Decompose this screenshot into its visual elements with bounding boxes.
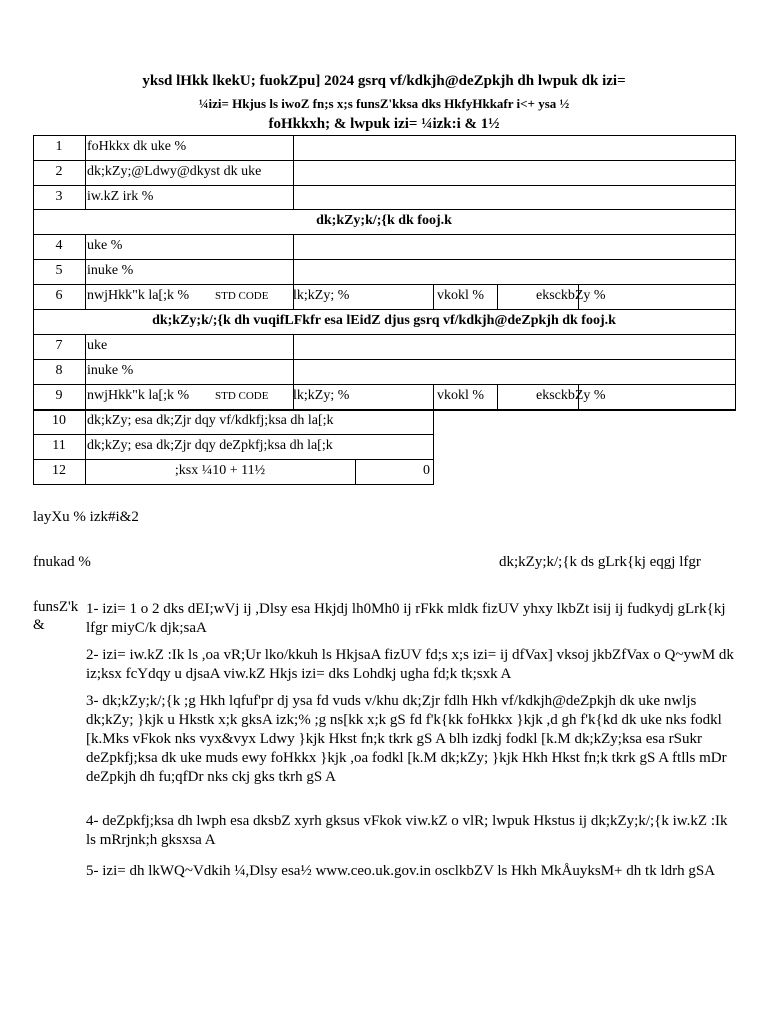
row-label: foHkkx dk uke % [87,139,187,154]
instruction-item-4: 4- deZpkfj;ksa dh lwph esa dksbZ xyrh gksus vFkok viw.kZ o vlR; lwpuk Hkstus ij dk;kZy;k/;{k iw.kZ :Ik ls mRrjnk;h gksxsa A [86,813,728,848]
table-rule [497,284,498,309]
instruction-item-3: 3- dk;kZy;k/;{k ;g Hkh lqfuf'pr dj ysa fd vuds v/khu dk;Zjr fdlh Hkh vf/kdkjh@deZpkjh dk uke nwljs dk;kZy; }kjk u Hkstk x;k gksA izk;% ;g ns[kk x;k gS fd f'k{kk foHkkx }kjk ,d gh f'k{kd dk uke nks fodkl [k.Mks vFkok nks vyx&vyx Ldwy }kjk Hkst fn;k tkrk gS A blh izdkj fodkl [k.M dk;kZy;ksa esa rSukr deZpkfj;ksa dk uke muds ewy foHkkx }kjk ,oa fodkl [k.M dk;kZy; }kjk Hkh Hkst fn;k tkrk gS A ftlls mDr deZpkjh dh fu;qfDr nks ckj gks tkrh gS A [86,693,727,785]
instruction-item-2: 2- izi= iw.kZ :Ik ls ,oa vR;Ur lko/kkuh ls HkjsaA fizUV fd;s x;s izi= ij dfVax] vksoj jkbZfVax o Q~ywM dk iz;ksx fcYdqy u djsaA viw.kZ Hkjs izi= dks Lohdkj ugha fd;k tk;sxk A [86,647,734,682]
row-number: 11 [52,438,66,453]
row-label: dk;kZy;@Ldwy@dkyst dk uke [87,164,262,179]
office-phone-label: lk;kZy; % [293,388,350,403]
row-number: 7 [55,338,63,353]
row-label: uke [87,338,108,353]
table-rule [85,259,86,284]
mobile-label: eksckbZy % [536,388,606,403]
section-heading: dk;kZy;k/;{k dk fooj.k [316,213,452,228]
table-rule [85,334,86,359]
mobile-label: eksckbZy % [536,288,606,303]
table-rule [293,359,294,384]
table-rule [293,160,294,185]
table-rule [433,284,434,309]
table-rule [433,384,434,409]
signature-label: dk;kZy;k/;{k ds gLrk{kj eqgj lfgr [499,554,701,570]
table-rule [85,359,86,384]
row-label: dk;kZy; esa dk;Zjr dqy vf/kdkfj;ksa dh la[;k [87,413,334,428]
row-label: inuke % [87,263,134,278]
row-label: inuke % [87,363,134,378]
row-label: uke % [87,238,123,253]
row-number: 5 [55,263,63,278]
row-number: 6 [55,288,63,303]
table-rule [85,160,86,185]
residence-phone-label: vkokl % [437,288,485,303]
total-value: 0 [423,463,430,478]
table-rule [293,334,294,359]
table-rule [293,135,294,160]
date-label: fnukad % [33,554,91,570]
table-rule [293,234,294,259]
instructions-title: funsZ'k & [33,599,79,633]
form-format-title: foHkkxh; & lwpuk izi= ¼izk:i & 1½ [268,116,500,132]
phone-label: nwjHkk"k la[;k % [87,388,190,403]
row-label: dk;kZy; esa dk;Zjr dqy deZpkfj;ksa dh la[;k [87,438,333,453]
table-rule [293,259,294,284]
table-rule [85,234,86,259]
table-rule [85,185,86,210]
row-number: 9 [55,388,63,403]
table-rule [735,135,736,409]
row-number: 12 [52,463,66,478]
table-rule [33,484,434,485]
row-number: 3 [55,189,63,204]
std-code-label: STD CODE [215,390,269,402]
attachment-label: layXu % izk#i&2 [33,509,139,525]
row-label: iw.kZ irk % [87,189,154,204]
form-subtitle: ¼izi= Hkjus ls iwoZ fn;s x;s funsZ'kksa dks HkfyHkkafr i<+ ysa ½ [198,96,570,111]
table-rule [85,284,86,309]
instruction-item-1: 1- izi= 1 o 2 dks dEI;wVj ij ,Dlsy esa Hkjdj lh0Mh0 ij rFkk mldk fizUV yhxy lkbZt isij ij fudkydj gLrk{kj lfgr miyC/k djk;saA [86,601,726,636]
instruction-item-5: 5- izi= dh lkWQ~Vdkih ¼,Dlsy esa½ www.ceo.uk.gov.in osclkbZV ls Hkh MkÅuyksM+ dh tk ldrh gSA [86,863,716,879]
row-number: 2 [55,164,63,179]
form-title: yksd lHkk lkekU; fuokZpu] 2024 gsrq vf/kdkjh@deZpkjh dh lwpuk dk izi= [142,73,626,89]
row-number: 4 [55,238,63,253]
table-rule [497,384,498,409]
table-rule [293,185,294,210]
total-label: ;ksx ¼10 + 11½ [174,463,266,478]
row-number: 8 [55,363,63,378]
office-phone-label: lk;kZy; % [293,288,350,303]
table-rule [85,135,86,160]
residence-phone-label: vkokl % [437,388,485,403]
std-code-label: STD CODE [215,290,269,302]
phone-label: nwjHkk"k la[;k % [87,288,190,303]
table-rule [85,384,86,409]
table-rule [433,409,434,484]
section-heading: dk;kZy;k/;{k dh vuqifLFkfr esa lEidZ djus gsrq vf/kdkjh@deZpkjh dk fooj.k [152,313,616,328]
row-number: 10 [52,413,66,428]
row-number: 1 [55,139,63,154]
